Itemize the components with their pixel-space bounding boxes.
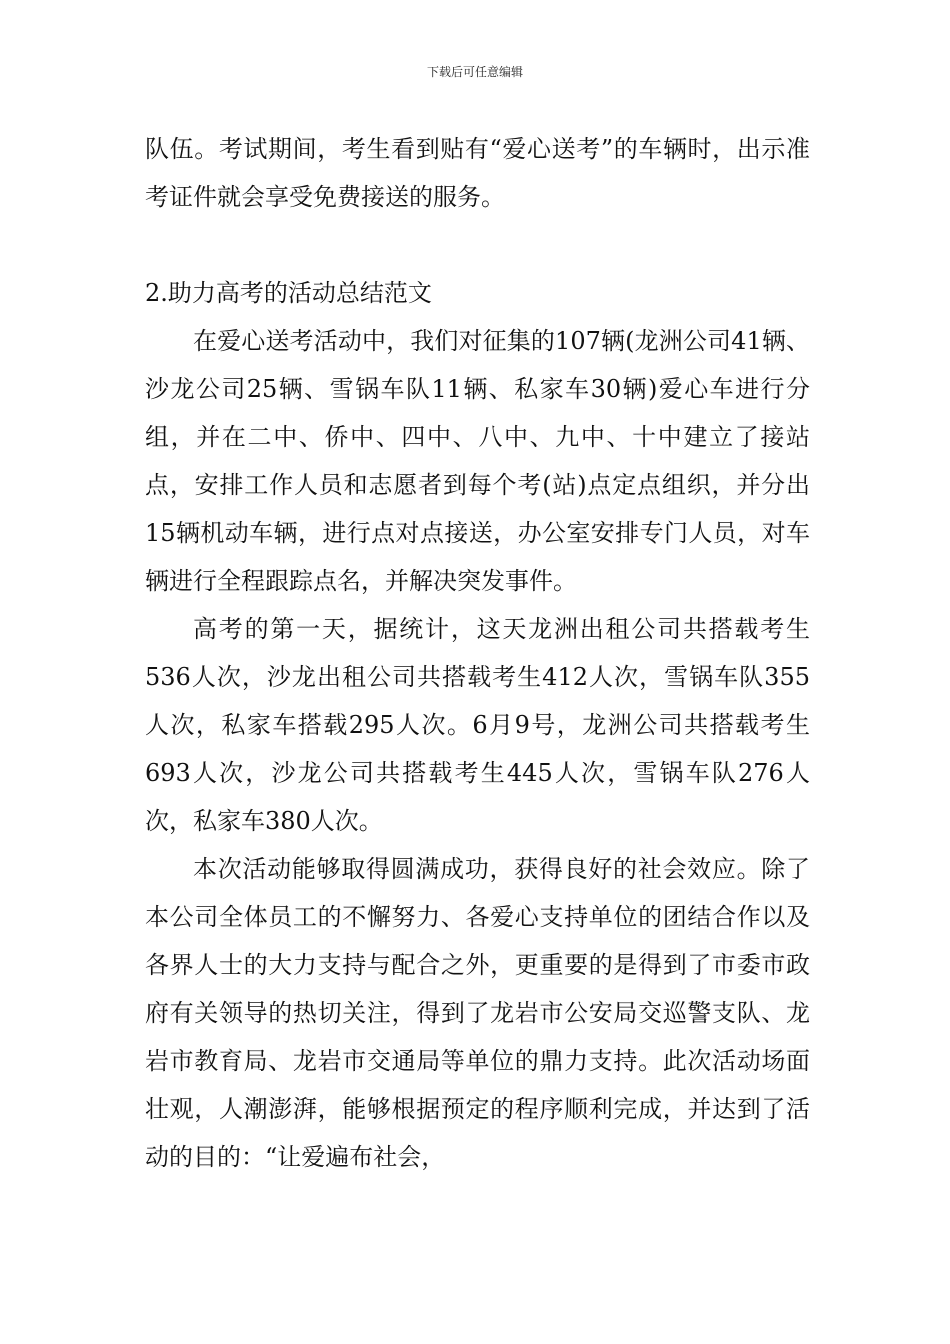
paragraph-spacer — [145, 221, 810, 269]
body-paragraph: 在爱心送考活动中，我们对征集的107辆(龙洲公司41辆、沙龙公司25辆、雪锅车队11辆、私家车30辆)爱心车进行分组，并在二中、侨中、四中、八中、九中、十中建立了接站点，安排工作人员和志愿者到每个考(站)点定点组织，并分出15辆机动车辆，进行点对点接送，办公室安排专门人员，对车辆进行全程跟踪点名，并解决突发事件。 — [145, 327, 810, 595]
continued-paragraph: 队伍。考试期间，考生看到贴有“爱心送考”的车辆时，出示准考证件就会享受免费接送的服务。 — [145, 135, 810, 211]
section-heading: 2.助力高考的活动总结范文 — [145, 279, 432, 307]
document-body — [145, 125, 810, 1181]
page-header: 下载后可任意编辑 — [426, 65, 523, 79]
body-paragraph: 本次活动能够取得圆满成功，获得良好的社会效应。除了本公司全体员工的不懈努力、各爱心支持单位的团结合作以及各界人士的大力支持与配合之外，更重要的是得到了市委市政府有关领导的热切关注，得到了龙岩市公安局交巡警支队、龙岩市教育局、龙岩市交通局等单位的鼎力支持。此次活动场面壮观，人潮澎湃，能够根据预定的程序顺利完成，并达到了活动的目的：“让爱遍布社会， — [145, 855, 810, 1171]
body-paragraph: 高考的第一天，据统计，这天龙洲出租公司共搭载考生536人次，沙龙出租公司共搭载考生412人次，雪锅车队355人次，私家车搭载295人次。6月9号，龙洲公司共搭载考生693人次，沙龙公司共搭载考生445人次，雪锅车队276人次，私家车380人次。 — [145, 615, 810, 835]
